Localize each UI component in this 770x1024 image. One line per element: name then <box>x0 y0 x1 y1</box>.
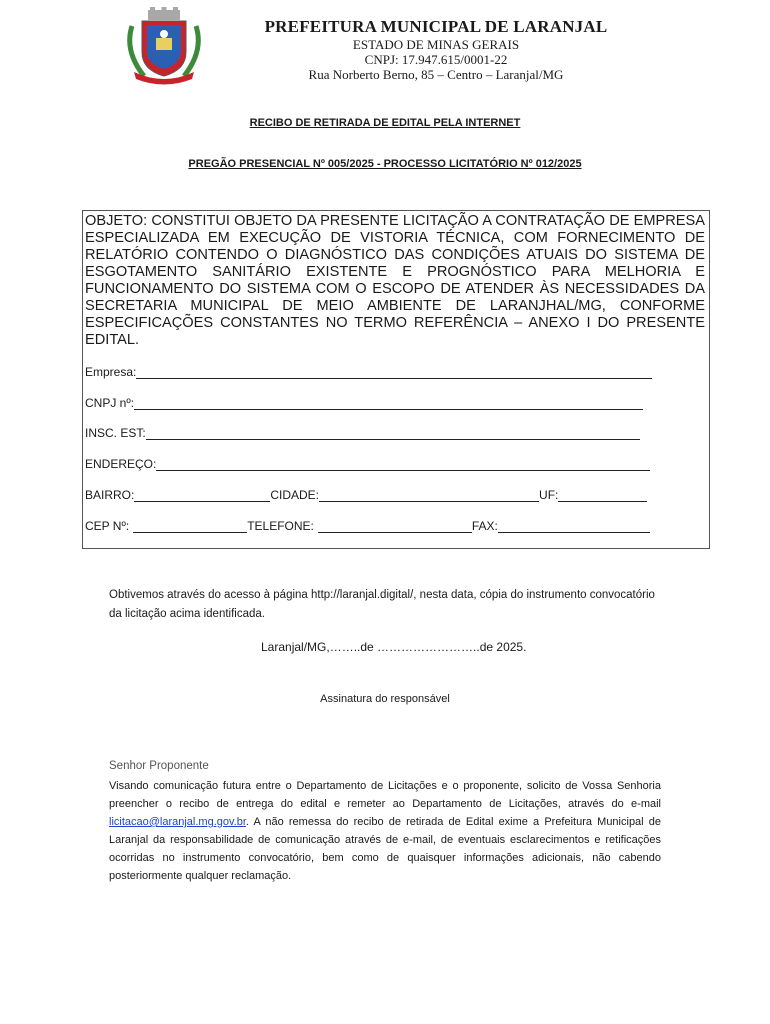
cnpj-line[interactable] <box>134 396 643 410</box>
endereco-field[interactable] <box>85 455 650 471</box>
email-link[interactable]: licitacao@laranjal.mg.gov.br <box>109 816 246 828</box>
senhor-proponente: Senhor Proponente <box>109 760 209 772</box>
cnpj-field[interactable] <box>85 394 643 410</box>
prefeitura-title: PREFEITURA MUNICIPAL DE LARANJAL <box>264 17 608 36</box>
objeto-text: OBJETO: CONSTITUI OBJETO DA PRESENTE LICITAÇÃO A CONTRATAÇÃO DE EMPRESA ESPECIALIZADA EM EXECUÇÃO DE VISTORIA TÉCNICA, COM FORNECIMENTO DE RELATÓRIO CONTENDO O DIAGNÓSTICO DAS CONDIÇÕES ATUAIS DO SISTEMA DE ESGOTAMENTO SANITÁRIO EXISTENTE E PROGNÓSTICO PARA MELHORIA E FUNCIONAMENTO DO SISTEMA COM O ESCOPO DE ATENDER ÀS NECESSIDADES DA SECRETARIA MUNICIPAL DE MEIO AMBIENTE DE LARANJHAL/MG, CONFORME ESPECIFICAÇÕES CONSTANTES NO TERMO REFERÊNCIA – ANEXO I DO PRESENTE EDITAL. <box>85 213 705 348</box>
empresa-field[interactable] <box>85 363 652 379</box>
uf-label: UF: <box>539 488 559 502</box>
state-line: ESTADO DE MINAS GERAIS <box>352 37 520 52</box>
bairro-label: BAIRRO: <box>85 488 135 502</box>
cep-line[interactable] <box>133 519 247 533</box>
access-paragraph: Obtivemos através do acesso à página http://laranjal.digital/, nesta data, cópia do instrumento convocatório da licitação acima identificada. <box>109 589 655 620</box>
fax-line[interactable] <box>498 519 650 533</box>
date-line: Laranjal/MG,……..de ……………………..de 2025. <box>261 640 527 654</box>
cidade-line[interactable] <box>319 488 539 502</box>
cnpj-line: CNPJ: 17.947.615/0001-22 <box>364 52 508 67</box>
fax-label: FAX: <box>471 519 498 533</box>
cnpj-label: CNPJ nº: <box>85 396 135 410</box>
endereco-line[interactable] <box>156 457 650 471</box>
recibo-heading: RECIBO DE RETIRADA DE EDITAL PELA INTERNET <box>249 117 521 129</box>
objeto-box <box>82 210 710 549</box>
notice-text-1: Visando comunicação futura entre o Departamento de Licitações e o proponente, solicito de Vossa Senhoria preencher o recibo de entrega do edital e remeter ao Departamento de Licitações, através do e-mail <box>109 780 661 810</box>
telefone-label: TELEFONE: <box>247 519 314 533</box>
insc-label: INSC. EST: <box>85 426 146 440</box>
cep-label: CEP Nº: <box>85 519 130 533</box>
bairro-line[interactable] <box>134 488 270 502</box>
insc-line[interactable] <box>146 426 640 440</box>
notice-paragraph <box>109 777 661 885</box>
address-line: Rua Norberto Berno, 85 – Centro – Laranjal/MG <box>308 67 564 82</box>
insc-field[interactable] <box>85 424 640 440</box>
empresa-label: Empresa: <box>85 365 137 379</box>
endereco-label: ENDEREÇO: <box>85 457 157 471</box>
telefone-line[interactable] <box>318 519 472 533</box>
cidade-label: CIDADE: <box>270 488 320 502</box>
pregao-heading: PREGÃO PRESENCIAL Nº 005/2025 - PROCESSO LICITATÓRIO Nº 012/2025 <box>188 158 582 170</box>
cep-telefone-fax-field <box>85 517 650 533</box>
letterhead <box>240 17 632 82</box>
empresa-line[interactable] <box>136 365 652 379</box>
municipal-coat-of-arms-icon <box>122 6 206 86</box>
uf-line[interactable] <box>558 488 647 502</box>
bairro-cidade-uf-field <box>85 486 647 502</box>
notice-text-2: . A não remessa do recibo de retirada de Edital exime a Prefeitura Municipal de Laranjal da responsabilidade de comunicação através de e-mail, de eventuais esclarecimentos e retificações ocorridas no instrumento convocatório, bem como de quaisquer informações adicionais, não cabendo posteriormente qualquer reclamação. <box>109 816 661 882</box>
signature-caption: Assinatura do responsável <box>320 693 450 705</box>
